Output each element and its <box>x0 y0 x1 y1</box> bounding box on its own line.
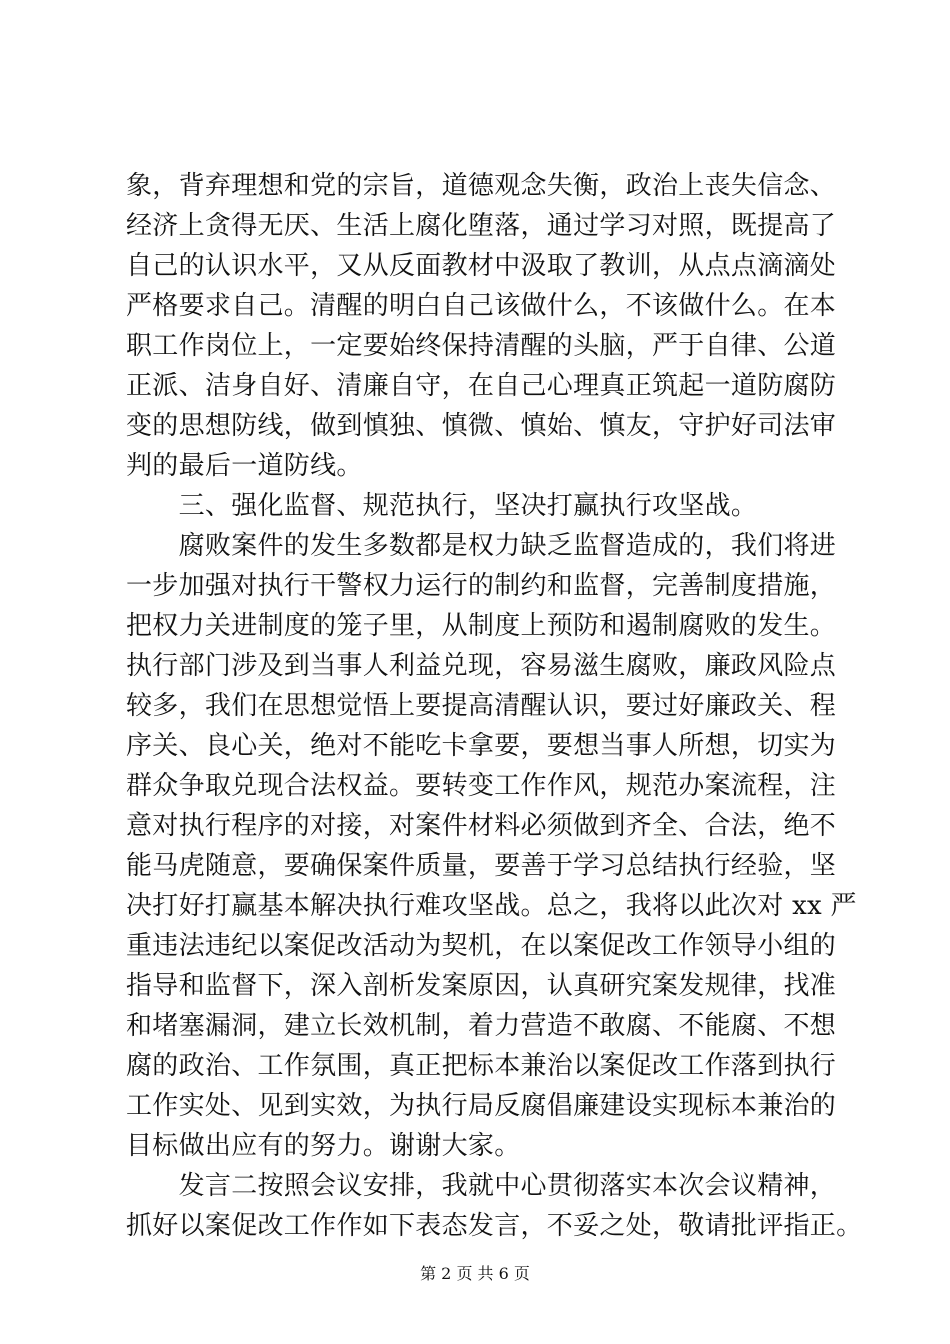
text-line: 序关、良心关，绝对不能吃卡拿要，要想当事人所想，切实为 <box>126 731 837 761</box>
text-line: 意对执行程序的对接，对案件材料必须做到齐全、合法，绝不 <box>126 811 837 841</box>
text-line: 腐败案件的发生多数都是权力缺乏监督造成的，我们将进 <box>126 531 837 561</box>
text-line: 经济上贪得无厌、生活上腐化堕落，通过学习对照，既提高了 <box>126 211 837 241</box>
text-line: 执行部门涉及到当事人利益兑现，容易滋生腐败，廉政风险点 <box>126 651 837 681</box>
page-number-footer: 第 2 页 共 6 页 <box>420 1264 530 1283</box>
text-line: 决打好打赢基本解决执行难攻坚战。总之，我将以此次对 xx 严 <box>126 891 857 921</box>
text-line: 群众争取兑现合法权益。要转变工作作风，规范办案流程，注 <box>126 771 837 801</box>
text-line: 重违法违纪以案促改活动为契机，在以案促改工作领导小组的 <box>126 931 837 961</box>
text-line: 自己的认识水平，又从反面教材中汲取了教训，从点点滴滴处 <box>126 251 837 281</box>
text-line: 正派、洁身自好、清廉自守，在自己心理真正筑起一道防腐防 <box>126 371 837 401</box>
text-line: 腐的政治、工作氛围，真正把标本兼治以案促改工作落到执行 <box>126 1051 837 1081</box>
text-line: 判的最后一道防线。 <box>126 451 363 481</box>
text-line: 象，背弃理想和党的宗旨，道德观念失衡，政治上丧失信念、 <box>126 171 837 201</box>
section-heading: 三、强化监督、规范执行，坚决打赢执行攻坚战。 <box>126 491 758 521</box>
text-line: 发言二按照会议安排，我就中心贯彻落实本次会议精神， <box>126 1171 837 1201</box>
text-line: 指导和监督下，深入剖析发案原因，认真研究案发规律，找准 <box>126 971 837 1001</box>
text-line: 工作实处、见到实效，为执行局反腐倡廉建设实现标本兼治的 <box>126 1091 837 1121</box>
text-line: 能马虎随意，要确保案件质量，要善于学习总结执行经验，坚 <box>126 851 837 881</box>
text-line: 抓好以案促改工作作如下表态发言，不妥之处，敬请批评指正。 <box>126 1211 863 1241</box>
text-line: 较多，我们在思想觉悟上要提高清醒认识，要过好廉政关、程 <box>126 691 837 721</box>
text-line: 目标做出应有的努力。谢谢大家。 <box>126 1131 521 1161</box>
text-line: 严格要求自己。清醒的明白自己该做什么，不该做什么。在本 <box>126 291 837 321</box>
text-line: 变的思想防线，做到慎独、慎微、慎始、慎友，守护好司法审 <box>126 411 837 441</box>
text-line: 和堵塞漏洞，建立长效机制，着力营造不敢腐、不能腐、不想 <box>126 1011 837 1041</box>
text-line: 职工作岗位上，一定要始终保持清醒的头脑，严于自律、公道 <box>126 331 837 361</box>
text-line: 一步加强对执行干警权力运行的制约和监督，完善制度措施， <box>126 571 837 601</box>
text-line: 把权力关进制度的笼子里，从制度上预防和遏制腐败的发生。 <box>126 611 837 641</box>
